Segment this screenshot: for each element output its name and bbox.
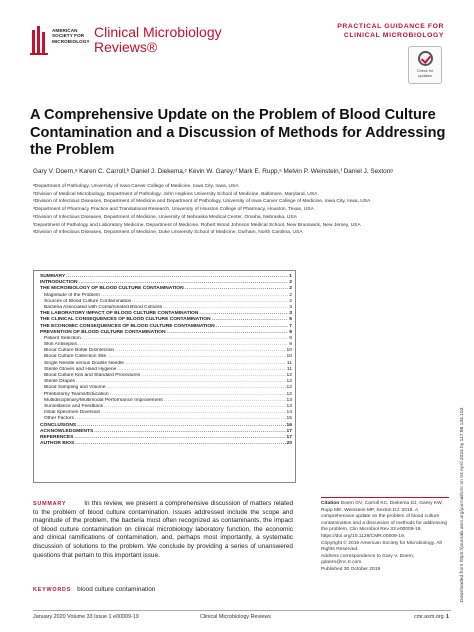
journal-name-line: Reviews® (94, 39, 158, 55)
citation-box (321, 497, 449, 574)
section-label (337, 22, 444, 40)
toc-entry-title: Sterile Gloves and Hand Hygiene (44, 366, 117, 372)
check-updates-icon (418, 51, 433, 66)
toc-entry-title: THE MICROBIOLOGY OF BLOOD CULTURE CONTAMINATION (40, 286, 184, 292)
toc-entry-page: 13 (286, 403, 292, 409)
toc-entry-page: 5 (289, 317, 292, 323)
correspondence-text: Address correspondence to Gary V. Doern, gdoern@nc.rr.com. (321, 553, 415, 566)
toc-entry-page: 7 (289, 323, 292, 329)
toc-entry-page: 12 (286, 391, 292, 397)
toc-entry-title: THE LABORATORY IMPACT OF BLOOD CULTURE CONTAMINATION (40, 311, 199, 317)
toc-entry-title: THE ECONOMIC CONSEQUENCES OF BLOOD CULTURE CONTAMINATION (40, 323, 215, 329)
keywords-label: KEYWORDS (33, 587, 72, 593)
toc-entry-title: Patient Selection (44, 335, 81, 341)
toc-entry-title: INTRODUCTION (40, 280, 78, 286)
toc-entry-page: 17 (286, 428, 292, 434)
toc-entry-title: Magnitude of the Problem (44, 292, 101, 298)
toc-entry-title: Skin Antisepsis (44, 342, 77, 348)
toc-leader-dots (75, 441, 285, 447)
table-of-contents (33, 270, 296, 483)
citation-label: Citation (321, 501, 340, 506)
toc-entry-title: Phlebotomy Teams/Education (44, 391, 109, 397)
footer-issue: January 2020 Volume 33 Issue 1 e00009-19 (33, 614, 139, 620)
toc-entry-page: 20 (286, 441, 292, 447)
toc-entry-page: 10 (286, 354, 292, 360)
toc-entry-title: Blood Culture Collection Site (44, 354, 107, 360)
footer-divider (33, 610, 451, 611)
toc-entry-title: AUTHOR BIOS (40, 441, 75, 447)
check-for-updates-label (409, 69, 441, 78)
abstract-label: SUMMARY (33, 501, 67, 507)
toc-entry-page: 11 (286, 366, 292, 372)
toc-entry-title: Surveillance and Feedback (44, 403, 103, 409)
society-line: MICROBIOLOGY (52, 38, 90, 44)
toc-entry-title: THE CLINICAL CONSEQUENCES OF BLOOD CULTURE CONTAMINATION (40, 317, 211, 323)
toc-entry-page: 3 (289, 311, 292, 317)
toc-entry-title: Blood Sampling and Volume (44, 385, 106, 391)
toc-entry-title: Initial Specimen Diversion (44, 410, 101, 416)
toc-entry-title: SUMMARY (40, 274, 66, 279)
toc-entry-page: 12 (286, 379, 292, 385)
keywords (33, 586, 293, 594)
toc-entry-page: 12 (286, 385, 292, 391)
toc-entry-page: 1 (289, 274, 292, 279)
citation-entry (321, 501, 449, 541)
toc-entry-title: Other Factors (44, 416, 74, 422)
society-line: AMERICAN (52, 28, 78, 33)
toc-entry-title: REFERENCES (40, 434, 74, 440)
toc-entry-page: 2 (289, 298, 292, 304)
affiliation-item: ᵈDepartment of Pharmacy Practice and Translational Research, University of Houston College of Pharmacy, Houston, Texas, USA (33, 207, 314, 213)
section-label-line: PRACTICAL GUIDANCE FOR (337, 23, 444, 30)
toc-entry-title: Blood Culture Bottle Disinfection (44, 348, 115, 354)
download-note: Downloaded from https://journals.asm.org/journal/cmr on 04 April 2024 by 117.98.134.103. (460, 406, 465, 602)
toc-entry-title: ACKNOWLEDGMENTS (40, 428, 94, 434)
footer-journal: Clinical Microbiology Reviews (200, 614, 271, 620)
toc-entry-page: 17 (286, 434, 292, 440)
toc-entry-page: 14 (286, 410, 292, 416)
toc-entry[interactable] (40, 441, 292, 447)
article-title: A Comprehensive Update on the Problem of Blood Culture Contamination and a Discussion of Methods for Addressing the Problem (30, 107, 446, 159)
footer-page-number: 1 (446, 614, 449, 620)
check-badge-line: Check for (416, 69, 434, 73)
journal-name-line: Clinical Microbiology (94, 24, 222, 40)
affiliation-item: ᵍDivision of Infectious Diseases, Department of Medicine, Duke University School of Medicine, Durham, North Carolina, USA (33, 230, 303, 236)
abstract (33, 500, 293, 560)
toc-entry-page: 10 (286, 348, 292, 354)
citation-text: Doern GV, Carroll KC, Diekema DJ, Garey KW, Rupp ME, Weinstein MP, Sexton DJ. 2019. A comprehensive update on the problem of blood culture contamination and a discussion of methods for addressing the problem. Clin Microbiol Rev 33:e00009-19. https://doi.org/10.1128/CMR.00009-19. (321, 501, 448, 539)
affiliation-item: ᵉDivision of Infectious Diseases, Department of Medicine, University of Nebraska Medical Center, Omaha, Nebraska, USA (33, 214, 297, 220)
copyright-text: Copyright © 2019 American Society for Microbiology. All Rights Reserved. (321, 540, 442, 553)
toc-entry-page: 2 (289, 286, 292, 292)
toc-entry-page: 2 (289, 280, 292, 286)
toc-entry-title: Blood Culture Kits and Standard Procedures (44, 373, 141, 378)
section-label-line: CLINICAL MICROBIOLOGY (343, 32, 444, 39)
footer-site-link[interactable]: cmr.asm.org (414, 614, 444, 620)
society-name (52, 28, 90, 44)
toc-entry-title: Single Needle versus Double Needle (44, 360, 124, 366)
toc-entry-title: CONCLUSIONS (40, 422, 77, 428)
affiliation-item: ᶠDepartment of Pathology and Laboratory Medicine, Department of Medicine, Robert Wood Johnson Medical School, New Brunswick, New Jersey, USA (33, 222, 361, 228)
toc-entry-page: 13 (286, 397, 292, 403)
published-date: Published 30 October 2019 (321, 566, 381, 572)
toc-entry-title: Multidisciplinary/Multimodal Performance Improvement (44, 397, 163, 403)
keywords-text: blood culture contamination (77, 586, 156, 593)
toc-entry-page: 3 (289, 304, 292, 310)
toc-entry-page: 15 (286, 416, 292, 422)
toc-entry-title: PREVENTION OF BLOOD CULTURE CONTAMINATION (40, 329, 166, 335)
toc-entry-page: 9 (289, 342, 292, 348)
affiliation-item: ᵇDivision of Medical Microbiology, Department of Pathology, John Hopkins University School of Medicine, Baltimore, Maryland, USA (33, 191, 318, 197)
check-for-updates-button[interactable] (408, 46, 442, 84)
toc-entry-title: Bacteria Associated with Contaminated Blood Cultures (44, 304, 163, 310)
affiliation-item: ᶜDivision of Infectious Diseases, Department of Medicine and Department of Pathology, University of Iowa Carver College of Medicine, Iowa City, Iowa, USA (33, 199, 371, 205)
affiliation-item: ᵃDepartment of Pathology, University of Iowa Carver College of Medicine, Iowa City, Iowa, USA (33, 184, 239, 189)
journal-header (0, 0, 474, 80)
toc-entry-page: 9 (289, 335, 292, 341)
toc-entry-page: 9 (289, 329, 292, 335)
affiliation-list (33, 183, 453, 237)
check-badge-line: updates (418, 73, 432, 78)
society-line: SOCIETY FOR (52, 33, 85, 39)
abstract-text: In this review, we present a comprehensive discussion of matters related to the problem of blood culture contamination. Issues addressed include the scope and magnitude of the problem, the bacteria most often recognized as contaminants, the impact of blood culture contamination on clinical microbiology laboratory function, the economic and clinical ramifications of contamination, and, perhaps most importantly, a systematic discussion of solutions to the problem. We conclude by providing a series of unanswered questions that pertain to this important issue. (33, 500, 293, 559)
toc-entry-title: Sterile Drapes (44, 379, 75, 385)
journal-name (94, 25, 222, 55)
toc-entry-page: 16 (286, 422, 292, 428)
asm-logo-icon (30, 26, 48, 56)
toc-entry-page: 11 (286, 360, 292, 366)
author-list: Gary V. Doern,ᵃ Karen C. Carroll,ᵇ Daniel J. Diekema,ᶜ Kevin W. Garey,ᵈ Mark E. Rupp,ᵉ Melvin P. Weinstein,ᶠ Daniel J. Sextonᵍ (33, 168, 393, 175)
toc-entry-title: Sources of Blood Culture Contamination (44, 298, 132, 304)
citation-divider (321, 497, 449, 498)
toc-entry-page: 12 (286, 373, 292, 378)
toc-entry-page: 2 (289, 292, 292, 298)
